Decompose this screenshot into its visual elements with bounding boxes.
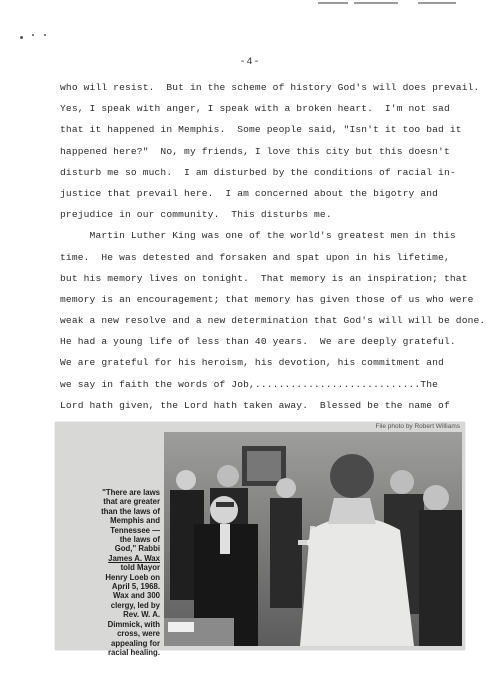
caption-line: clergy, led by bbox=[110, 600, 160, 610]
photo-credit: File photo by Robert Williams bbox=[375, 423, 460, 430]
text-line: time. He was detested and forsaken and spat upon in his lifetime, bbox=[60, 251, 450, 263]
caption-line: Tennessee — bbox=[110, 525, 160, 535]
text-line: weak a new resolve and a new determination that God's will will be done. bbox=[60, 315, 486, 327]
caption-line: the laws of bbox=[119, 535, 160, 545]
text-line: disturb me so much. I am disturbed by the conditions of racial in- bbox=[60, 166, 456, 178]
text-line: Yes, I speak with anger, I speak with a broken heart. I'm not sad bbox=[60, 103, 450, 115]
header-scan-marks bbox=[318, 2, 468, 6]
caption-line: Dimmick, with bbox=[107, 619, 160, 629]
text-line: Lord hath given, the Lord hath taken away. Blessed be the name of bbox=[60, 399, 450, 411]
caption-line: racial healing. bbox=[107, 647, 160, 657]
text-line: who will resist. But in the scheme of history God's will does prevail. bbox=[60, 82, 480, 93]
speech-text bbox=[60, 77, 490, 437]
news-photo bbox=[164, 432, 462, 646]
text-line: but his memory lives on tonight. That memory is an inspiration; that bbox=[60, 272, 468, 284]
caption-line: cross, were bbox=[117, 629, 160, 639]
caption-line: April 5, 1968. bbox=[111, 582, 160, 592]
text-line: happened here?" No, my friends, I love this city but this doesn't bbox=[60, 145, 450, 157]
caption-line: James A. Wax bbox=[108, 553, 160, 563]
text-line: prejudice in our community. This disturbs me. bbox=[60, 209, 332, 221]
page-number: -4- bbox=[239, 57, 261, 68]
caption-line: Wax and 300 bbox=[113, 591, 160, 601]
scan-speck bbox=[32, 34, 34, 36]
caption-line: "There are laws bbox=[102, 488, 160, 497]
caption-line: God," Rabbi bbox=[114, 544, 160, 554]
caption-line: appealing for bbox=[111, 638, 160, 648]
caption-line: Memphis and bbox=[110, 516, 160, 526]
text-line: we say in faith the words of Job,............................The bbox=[60, 378, 439, 390]
caption-line: Henry Loeb on bbox=[105, 572, 160, 582]
text-line: memory is an encouragement; that memory has given those of us who were bbox=[60, 293, 474, 305]
caption-line: than the laws of bbox=[101, 506, 160, 516]
scan-speck bbox=[20, 36, 23, 39]
caption-line: Rev. W. A. bbox=[123, 610, 160, 620]
text-line: He had a young life of less than 40 years. We are deeply grateful. bbox=[60, 336, 456, 348]
text-line: We are grateful for his heroism, his devotion, his commitment and bbox=[60, 357, 444, 369]
text-line: that it happened in Memphis. Some people said, "Isn't it too bad it bbox=[60, 124, 462, 136]
scan-speck bbox=[44, 34, 46, 36]
caption-line: told Mayor bbox=[120, 563, 160, 573]
text-line: justice that prevail here. I am concerned about the bigotry and bbox=[60, 187, 439, 199]
photo-caption bbox=[68, 488, 160, 657]
text-line: Martin Luther King was one of the world's greatest men in this bbox=[60, 230, 456, 242]
caption-line: that are greater bbox=[103, 497, 160, 507]
